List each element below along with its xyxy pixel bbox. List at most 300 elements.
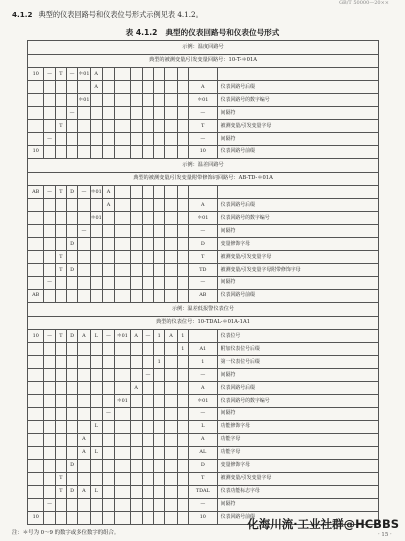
code-cell — [130, 133, 142, 146]
code-cell — [142, 225, 153, 238]
table-row — [28, 330, 379, 343]
code-cell — [142, 238, 153, 251]
code-cell — [66, 472, 77, 485]
code-cell: T — [55, 485, 66, 498]
code-cell — [142, 146, 153, 159]
code-cell: — — [44, 186, 55, 199]
table-row — [28, 459, 379, 472]
code-cell — [130, 251, 142, 264]
code-cell — [55, 199, 66, 212]
result-cell: A — [188, 199, 217, 212]
code-cell — [55, 146, 66, 159]
code-cell — [55, 107, 66, 120]
table-row — [28, 94, 379, 107]
code-cell — [55, 290, 66, 303]
result-cell: — — [188, 498, 217, 511]
code-cell — [154, 382, 165, 395]
code-cell — [142, 343, 153, 356]
code-cell — [177, 81, 188, 94]
code-cell — [102, 472, 114, 485]
code-cell: ＊01 — [115, 395, 130, 408]
code-cell — [90, 382, 102, 395]
code-cell — [142, 485, 153, 498]
meaning-cell: 仪表回路号的数字编号 — [217, 94, 378, 107]
code-cell: A — [78, 485, 90, 498]
code-cell — [165, 408, 177, 421]
code-cell — [154, 485, 165, 498]
code-cell — [28, 277, 44, 290]
code-cell — [165, 290, 177, 303]
code-cell — [78, 356, 90, 369]
code-cell: D — [66, 186, 77, 199]
meaning-cell: 仪表回路号后缀 — [217, 199, 378, 212]
code-cell — [154, 446, 165, 459]
code-cell — [78, 459, 90, 472]
code-cell — [165, 434, 177, 447]
code-cell — [44, 225, 55, 238]
code-cell — [90, 133, 102, 146]
meaning-cell: 附加仪表位号后缀 — [217, 343, 378, 356]
code-cell: L — [90, 330, 102, 343]
code-cell — [154, 186, 165, 199]
code-cell — [44, 343, 55, 356]
code-cell — [154, 212, 165, 225]
result-cell: AL — [188, 446, 217, 459]
code-cell — [66, 146, 77, 159]
code-cell: A — [78, 330, 90, 343]
table-group-header-row — [28, 316, 379, 330]
code-cell — [44, 511, 55, 524]
code-cell — [102, 395, 114, 408]
code-cell — [28, 485, 44, 498]
meaning-cell: 被测变量/引发变量字母 — [217, 120, 378, 133]
code-cell — [165, 251, 177, 264]
code-cell — [115, 264, 130, 277]
code-cell — [44, 199, 55, 212]
code-cell — [142, 186, 153, 199]
code-cell — [66, 277, 77, 290]
code-cell — [66, 369, 77, 382]
group-header-cell: 示例：温差低报警仪表位号 — [28, 303, 379, 317]
code-cell — [78, 264, 90, 277]
code-cell — [78, 199, 90, 212]
code-cell — [165, 146, 177, 159]
code-cell — [165, 446, 177, 459]
code-cell: A — [102, 186, 114, 199]
table-row — [28, 382, 379, 395]
meaning-cell: 仪表回路号后缀 — [217, 81, 378, 94]
code-cell — [154, 511, 165, 524]
code-cell: T — [55, 330, 66, 343]
code-cell: — — [102, 408, 114, 421]
code-cell — [165, 120, 177, 133]
code-cell — [102, 68, 114, 81]
code-cell: L — [90, 485, 102, 498]
code-cell — [90, 343, 102, 356]
result-cell: AB — [188, 290, 217, 303]
code-cell — [142, 277, 153, 290]
code-cell — [78, 395, 90, 408]
code-cell — [115, 382, 130, 395]
code-cell — [90, 369, 102, 382]
code-cell — [154, 395, 165, 408]
code-cell — [44, 107, 55, 120]
code-cell — [66, 343, 77, 356]
result-cell: — — [188, 107, 217, 120]
table-row — [28, 369, 379, 382]
table-row — [28, 343, 379, 356]
code-cell — [28, 472, 44, 485]
meaning-cell: 间隔符 — [217, 369, 378, 382]
loop-tag-table — [27, 40, 379, 525]
code-cell — [44, 290, 55, 303]
code-cell — [102, 277, 114, 290]
code-cell — [28, 446, 44, 459]
result-cell: L — [188, 421, 217, 434]
code-cell — [90, 225, 102, 238]
code-cell — [66, 421, 77, 434]
code-cell — [28, 408, 44, 421]
code-cell — [115, 68, 130, 81]
code-cell — [78, 421, 90, 434]
code-cell — [66, 120, 77, 133]
table-title: 典型的仪表回路号和仪表位号形式 — [165, 28, 280, 37]
meaning-cell: 第一仪表位号后缀 — [217, 356, 378, 369]
code-cell — [142, 133, 153, 146]
code-cell — [130, 511, 142, 524]
result-cell: A — [188, 434, 217, 447]
code-cell — [115, 199, 130, 212]
code-cell — [154, 264, 165, 277]
watermark: 化海川流·工业社群@HCBBS — [247, 517, 399, 531]
code-cell — [177, 369, 188, 382]
code-cell: A — [102, 199, 114, 212]
meaning-cell: 仪表回路号的数字编号 — [217, 212, 378, 225]
code-cell — [130, 264, 142, 277]
code-cell — [44, 212, 55, 225]
code-cell — [130, 107, 142, 120]
table-row — [28, 356, 379, 369]
code-cell — [78, 472, 90, 485]
meaning-cell: 间隔符 — [217, 408, 378, 421]
code-cell: L — [90, 446, 102, 459]
code-cell — [130, 81, 142, 94]
code-cell — [55, 225, 66, 238]
footnote: 注：＊号为 0～9 的数字或多位数字的组合。 — [12, 530, 120, 536]
table-caption — [0, 27, 405, 38]
table-group-header-row — [28, 54, 379, 68]
code-cell — [177, 356, 188, 369]
code-cell — [55, 434, 66, 447]
code-cell — [142, 120, 153, 133]
code-cell — [78, 382, 90, 395]
code-cell — [177, 264, 188, 277]
code-cell — [44, 382, 55, 395]
code-cell — [130, 290, 142, 303]
result-cell: D — [188, 238, 217, 251]
code-cell — [44, 485, 55, 498]
code-cell — [102, 225, 114, 238]
result-cell — [188, 186, 217, 199]
code-cell: ＊01 — [78, 94, 90, 107]
code-cell — [44, 264, 55, 277]
code-cell — [154, 277, 165, 290]
code-cell — [115, 277, 130, 290]
code-cell — [142, 434, 153, 447]
code-cell — [154, 225, 165, 238]
code-cell — [102, 511, 114, 524]
code-cell — [78, 251, 90, 264]
code-cell — [142, 251, 153, 264]
code-cell — [28, 434, 44, 447]
code-cell — [130, 434, 142, 447]
code-cell — [142, 68, 153, 81]
table-row — [28, 186, 379, 199]
code-cell — [165, 81, 177, 94]
result-cell: — — [188, 277, 217, 290]
code-cell — [177, 472, 188, 485]
code-cell — [115, 81, 130, 94]
code-cell — [90, 251, 102, 264]
code-cell: ＊01 — [90, 186, 102, 199]
code-cell — [154, 408, 165, 421]
code-cell — [90, 472, 102, 485]
code-cell — [154, 107, 165, 120]
code-cell — [115, 107, 130, 120]
code-cell — [177, 107, 188, 120]
result-cell: T — [188, 120, 217, 133]
code-cell — [115, 472, 130, 485]
meaning-cell: 间隔符 — [217, 107, 378, 120]
code-cell — [165, 94, 177, 107]
code-cell — [165, 369, 177, 382]
code-cell — [130, 120, 142, 133]
code-cell — [28, 238, 44, 251]
code-cell — [177, 408, 188, 421]
code-cell — [55, 94, 66, 107]
table-row — [28, 498, 379, 511]
code-cell — [78, 369, 90, 382]
code-cell: T — [55, 472, 66, 485]
code-cell — [115, 446, 130, 459]
result-cell: — — [188, 408, 217, 421]
code-cell — [142, 395, 153, 408]
code-cell — [78, 146, 90, 159]
meaning-cell: 仪表回路号前缀 — [217, 511, 378, 524]
code-cell: ＊01 — [90, 212, 102, 225]
code-cell — [78, 408, 90, 421]
code-cell — [90, 238, 102, 251]
table-row — [28, 199, 379, 212]
code-cell: 10 — [28, 330, 44, 343]
code-cell — [130, 498, 142, 511]
table-row — [28, 107, 379, 120]
code-cell — [28, 498, 44, 511]
code-cell — [115, 212, 130, 225]
code-cell — [177, 485, 188, 498]
code-cell — [177, 199, 188, 212]
code-cell — [78, 238, 90, 251]
code-cell — [55, 133, 66, 146]
code-cell — [55, 343, 66, 356]
result-cell: A — [188, 382, 217, 395]
meaning-cell: 间隔符 — [217, 498, 378, 511]
code-cell — [154, 434, 165, 447]
code-cell — [28, 459, 44, 472]
code-cell — [28, 421, 44, 434]
code-cell: T — [55, 120, 66, 133]
code-cell — [44, 251, 55, 264]
code-cell: 1 — [154, 330, 165, 343]
code-cell: 1 — [177, 343, 188, 356]
code-cell — [55, 277, 66, 290]
code-cell — [44, 120, 55, 133]
code-cell — [102, 382, 114, 395]
meaning-cell: 仪表回路号的数字编号 — [217, 395, 378, 408]
code-cell — [90, 146, 102, 159]
code-cell — [78, 498, 90, 511]
code-cell — [102, 421, 114, 434]
code-cell — [142, 199, 153, 212]
code-cell — [115, 421, 130, 434]
result-cell: D — [188, 459, 217, 472]
code-cell: — — [44, 68, 55, 81]
code-cell — [66, 133, 77, 146]
meaning-cell: 间隔符 — [217, 133, 378, 146]
code-cell — [78, 290, 90, 303]
code-cell: D — [66, 485, 77, 498]
code-cell — [177, 277, 188, 290]
code-cell — [165, 485, 177, 498]
code-cell — [28, 107, 44, 120]
result-cell: T — [188, 251, 217, 264]
table-group-header-row — [28, 159, 379, 173]
table-row — [28, 225, 379, 238]
code-cell — [102, 290, 114, 303]
code-cell — [55, 382, 66, 395]
code-cell — [66, 382, 77, 395]
code-cell — [102, 434, 114, 447]
code-cell — [165, 421, 177, 434]
code-cell — [102, 94, 114, 107]
code-cell — [44, 472, 55, 485]
code-cell: — — [102, 330, 114, 343]
code-cell — [102, 459, 114, 472]
code-cell — [177, 225, 188, 238]
table-row — [28, 395, 379, 408]
code-cell — [154, 81, 165, 94]
code-cell — [90, 511, 102, 524]
code-cell — [115, 369, 130, 382]
meaning-cell: 被测变量/引发变量字母 — [217, 472, 378, 485]
code-cell — [154, 68, 165, 81]
code-cell — [78, 107, 90, 120]
code-cell — [115, 408, 130, 421]
meaning-cell: 功能字母 — [217, 434, 378, 447]
code-cell — [154, 146, 165, 159]
code-cell — [66, 498, 77, 511]
result-cell — [188, 330, 217, 343]
meaning-cell: 仪表回路号前缀 — [217, 146, 378, 159]
table-number: 表 4.1.2 — [125, 28, 158, 37]
code-cell — [78, 277, 90, 290]
result-cell: — — [188, 133, 217, 146]
code-cell — [90, 356, 102, 369]
code-cell — [115, 225, 130, 238]
code-cell — [165, 264, 177, 277]
code-cell — [90, 434, 102, 447]
code-cell — [55, 498, 66, 511]
code-cell — [66, 212, 77, 225]
code-cell — [102, 446, 114, 459]
code-cell — [130, 459, 142, 472]
section-heading — [12, 10, 203, 20]
code-cell — [55, 446, 66, 459]
code-cell — [115, 459, 130, 472]
code-cell — [66, 290, 77, 303]
code-cell — [66, 199, 77, 212]
code-cell: 10 — [28, 68, 44, 81]
code-cell — [28, 94, 44, 107]
table-row — [28, 81, 379, 94]
group-header-cell: 典型的被测变量/引发变量附带修饰词回路号：AB-TD-＊01A — [28, 172, 379, 186]
code-cell — [165, 498, 177, 511]
table-row — [28, 212, 379, 225]
code-cell — [44, 459, 55, 472]
table-row — [28, 238, 379, 251]
code-cell — [55, 238, 66, 251]
table-row — [28, 446, 379, 459]
result-cell: ＊01 — [188, 212, 217, 225]
code-cell — [130, 186, 142, 199]
code-cell — [154, 133, 165, 146]
code-cell — [78, 212, 90, 225]
code-cell — [115, 146, 130, 159]
code-cell — [102, 133, 114, 146]
code-cell — [165, 511, 177, 524]
code-cell — [66, 81, 77, 94]
code-cell — [55, 212, 66, 225]
code-cell: T — [55, 68, 66, 81]
code-cell — [177, 290, 188, 303]
table-group-header-row — [28, 172, 379, 186]
result-cell: 10 — [188, 146, 217, 159]
code-cell — [154, 343, 165, 356]
meaning-cell: 变量修饰字母 — [217, 238, 378, 251]
code-cell — [102, 251, 114, 264]
code-cell — [130, 356, 142, 369]
code-cell — [44, 395, 55, 408]
meaning-cell: 功能修饰字母 — [217, 421, 378, 434]
code-cell: D — [66, 330, 77, 343]
meaning-cell: 功能字母 — [217, 446, 378, 459]
code-cell: — — [66, 107, 77, 120]
code-cell — [165, 382, 177, 395]
code-cell — [130, 446, 142, 459]
code-cell: — — [142, 330, 153, 343]
code-cell — [66, 225, 77, 238]
code-cell — [28, 133, 44, 146]
section-number: 4.1.2 — [12, 10, 33, 19]
code-cell — [142, 107, 153, 120]
code-cell — [142, 511, 153, 524]
meaning-cell: 仪表回路号后缀 — [217, 382, 378, 395]
code-cell — [115, 120, 130, 133]
code-cell — [66, 408, 77, 421]
code-cell: — — [44, 498, 55, 511]
code-cell — [115, 485, 130, 498]
code-cell — [115, 186, 130, 199]
